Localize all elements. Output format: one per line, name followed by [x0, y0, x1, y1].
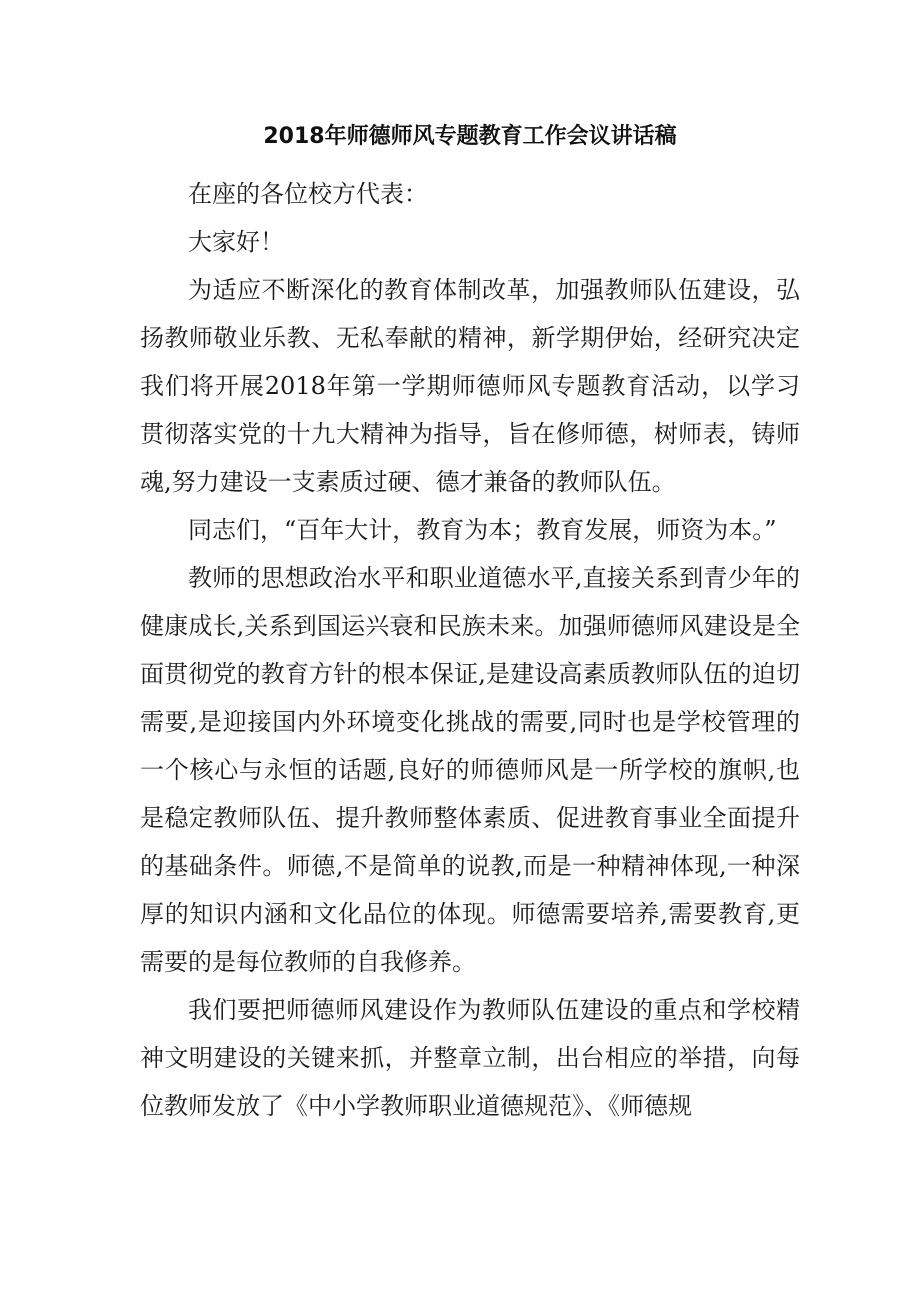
document-body: [140, 118, 800, 1130]
paragraph-intro: 为适应不断深化的教育体制改革，加强教师队伍建设，弘扬教师敬业乐教、无私奉献的精神，新学期伊始，经研究决定我们将开展2018年第一学期师德师风专题教育活动，以学习贯彻落实党的十九大精神为指导，旨在修师德，树师表，铸师魂,努力建设一支素质过硬、德才兼备的教师队伍。: [140, 276, 800, 496]
document-title: 2018年师德师风专题教育工作会议讲话稿: [263, 124, 677, 149]
paragraph-measures: 我们要把师德师风建设作为教师队伍建设的重点和学校精神文明建设的关键来抓，并整章立制，出台相应的举措，向每位教师发放了《中小学教师职业道德规范》、《师德规: [140, 996, 800, 1120]
greeting-line: 大家好！: [188, 228, 284, 256]
salutation-line: 在座的各位校方代表：: [188, 180, 428, 208]
paragraph-quote: 同志们，“百年大计，教育为本；教育发展，师资为本。”: [188, 516, 777, 544]
paragraph-importance: 教师的思想政治水平和职业道德水平,直接关系到青少年的健康成长,关系到国运兴衰和民族未来。加强师德师风建设是全面贯彻党的教育方针的根本保证,是建设高素质教师队伍的迫切需要,是迎接国内外环境变化挑战的需要,同时也是学校管理的一个核心与永恒的话题,良好的师德师风是一所学校的旗帜,也是稳定教师队伍、提升教师整体素质、促进教育事业全面提升的基础条件。师德,不是简单的说教,而是一种精神体现,一种深厚的知识内涵和文化品位的体现。师德需要培养,需要教育,更需要的是每位教师的自我修养。: [140, 564, 800, 976]
